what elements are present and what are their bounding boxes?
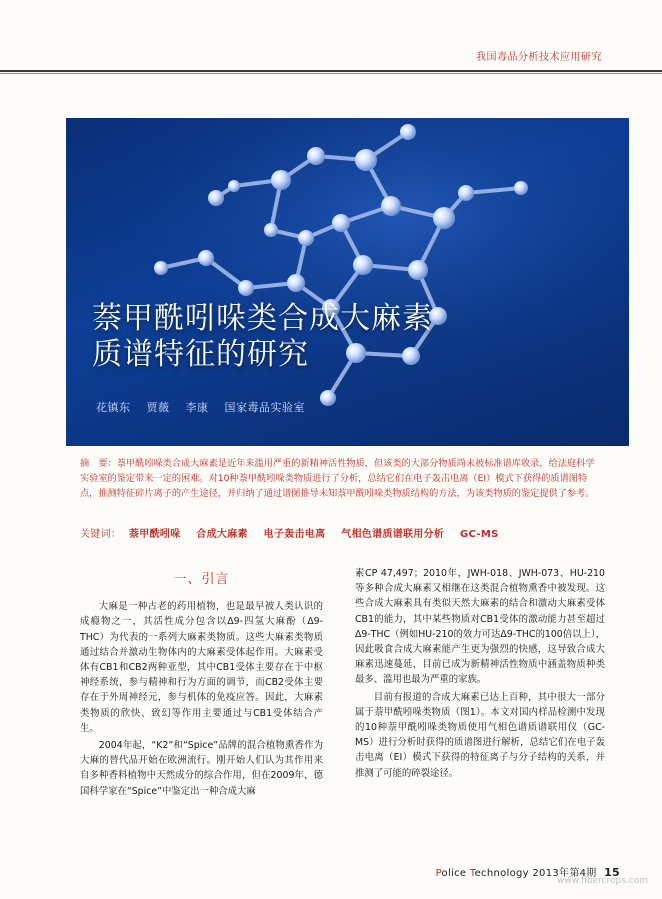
author-line: [96, 399, 317, 415]
body-paragraph: 目前有报道的合成大麻素已达上百种，其中很大一部分属于萘甲酰吲哚类物质（图1）。本文对国内样品检测中发现的10种萘甲酰吲哚类物质使用气相色谱质谱联用仪（GC-MS）进行分析时获得的质谱图进行解析，总结它们在电子轰击电离（EI）模式下获得的特征离子与分子结构的关系，并推测了可能的碎裂途径。: [355, 691, 605, 779]
keywords-label: 关键词：: [80, 529, 122, 540]
page-number: 15: [604, 866, 620, 879]
body-column-right: [355, 566, 605, 783]
title-line-2: 质谱特征的研究: [92, 337, 309, 372]
header-rule-thin: [0, 73, 662, 74]
keywords: [80, 525, 600, 540]
author-1: 花镇东: [96, 401, 131, 414]
keyword-item: 合成大麻素: [196, 529, 248, 540]
author-2: 贾薇: [146, 401, 170, 414]
title-banner: [66, 118, 629, 446]
journal-initial-t: T: [469, 868, 475, 879]
body-paragraph: 2004年起，“K2”和“Spice”品牌的混合植物熏香作为大麻的替代品开始在欧洲流行。刚开始人们认为其作用来自多种香料植物中天然成分的综合作用，但在2009年，德国科学家在“Spice”中鉴定出一种合成大麻: [80, 740, 323, 797]
keyword-item: 气相色谱质谱联用分析: [341, 529, 445, 540]
section-heading: 一、引言: [173, 572, 230, 587]
keyword-item: 萘甲酰吲哚: [129, 529, 181, 540]
watermark: www.fibercrops.com: [557, 876, 648, 886]
journal-name-part: echnology: [474, 868, 529, 879]
abstract: [80, 456, 600, 501]
keyword-item: GC-MS: [460, 529, 499, 540]
journal-name-part: olice: [441, 868, 470, 879]
body-column-left: [80, 566, 323, 801]
body-paragraph: 大麻是一种古老的药用植物，也是最早被人类认识的成瘾物之一，其活性成分包含以Δ9-四氢大麻酚（Δ9-THC）为代表的一系列大麻素类物质。这些大麻素类物质通过结合并激动生物体内的大麻素受体起作用。大麻素受体有CB1和CB2两种亚型，其中CB1受体主要存在于中枢神经系统，参与精神和行为方面的调节，而CB2受体主要存在于外周神经元，参与机体的免疫应答。因此，大麻素类物质的欣快、致幻等作用主要通过与CB1受体结合产生。: [80, 601, 323, 734]
journal-initial-p: P: [435, 868, 442, 879]
abstract-text: 萘甲酰吲哚类合成大麻素是近年来滥用严重的新精神活性物质，但该类的大部分物质尚未被标准谱库收录，给法庭科学实验室的鉴定带来一定的困难。对10种萘甲酰吲哚类物质进行了分析，总结它们在电子轰击电离（EI）模式下获得的质谱图特点，推测特征碎片离子的产生途径，并归纳了通过谱图推导未知萘甲酰吲哚类物质结构的方法，为该类物质的鉴定提供了参考。: [80, 458, 595, 499]
issue-number: 2013年第4期: [532, 868, 597, 879]
body-paragraph: 素CP 47,497；2010年，JWH-018、JWH-073、HU-210等多种合成大麻素又相继在这类混合植物熏香中被发现。这些合成大麻素具有类似天然大麻素的结合和激动大麻素受体CB1的能力，其中某些物质对CB1受体的激动能力甚至超过Δ9-THC（例如HU-210的效力可达Δ9-THC的100倍以上），因此吸食合成大麻素能产生更为强烈的快感，这导致合成大麻素迅速蔓延，目前已成为新精神活性物质中涵盖物质种类最多、滥用也最为严重的家族。: [355, 568, 605, 686]
molecule-graphic: [66, 118, 629, 446]
header-rule: [0, 70, 662, 72]
title-line-1: 萘甲酰吲哚类合成大麻素: [92, 301, 433, 336]
abstract-label: 摘 要：: [80, 458, 117, 469]
keyword-item: 电子轰击电离: [263, 529, 326, 540]
author-affiliation: 国家毒品实验室: [224, 401, 305, 414]
running-header: 我国毒品分析技术应用研究: [476, 52, 602, 63]
author-3: 李康: [185, 401, 209, 414]
article-title: [92, 301, 433, 373]
